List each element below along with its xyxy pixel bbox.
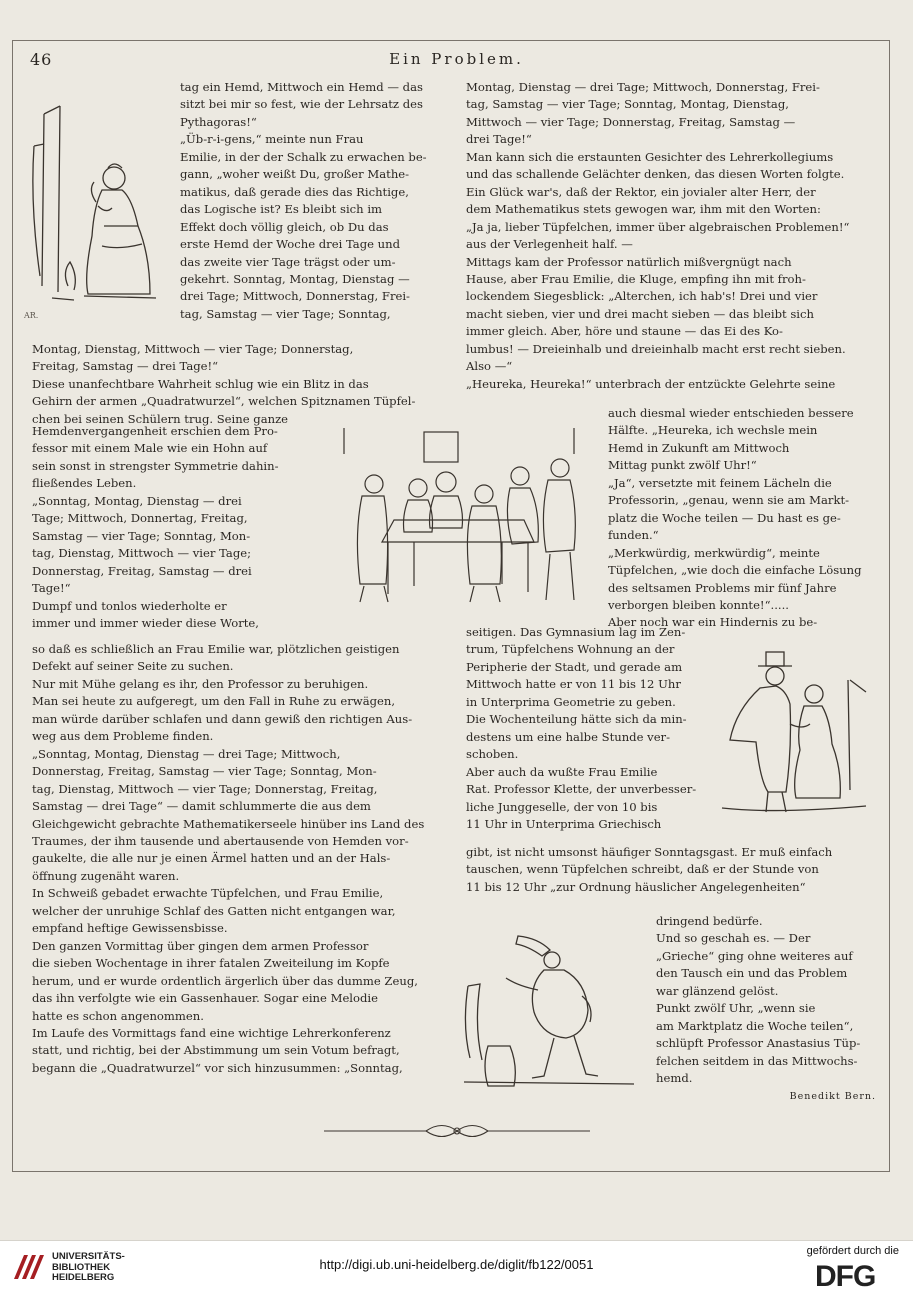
page-number: 46 — [30, 50, 53, 69]
text-block-right-narrow-1 — [608, 405, 876, 632]
couple-walking-illustration — [716, 640, 884, 820]
library-name-line: UNIVERSITÄTS- — [52, 1251, 125, 1262]
text-block-right-wide — [466, 844, 876, 896]
library-name-line: BIBLIOTHEK — [52, 1261, 111, 1273]
permalink-url[interactable]: http://digi.ub.uni-heidelberg.de/diglit/fb122/0051 — [319, 1257, 594, 1272]
text-block-left-upper — [180, 79, 444, 323]
paragraph: Montag, Dienstag — drei Tage; Mittwoch, Donnerstag, Frei- tag, Samstag — vier Tage; Sonntag, Montag, Dienstag, Mittwoch — vier Tage; Donnerstag, Freitag, Samstag — drei Tage!“ Man kann sich die erstaunten Gesichter des Lehrerkollegiums und das schallende Gelächter denken, das diesen Worten folgte. Ein Glück war's, daß der Rektor, ein jovialer alter Herr, der dem Mathematikus stets gewogen war, ihm mit den Worten: „Ja ja, lieber Tüpfelchen, immer über algebraischen Problemen!“ aus der Verlegenheit half. — Mittags kam der Professor natürlich mißvergnügt nach Hause, aber Frau Emilie, die Kluge, empfing ihn mit froh- lockendem Siegesblick: „Alterchen, ich hab's! Drei und vier macht sieben, vier und drei macht sieben — das bleibt sich immer gleich. Aber, höre und staune — das Ei des Ko- lumbus! — Dreieinhalb und dreieinhalb macht erst recht sieben. Also —“ „Heureka, Heureka!“ unterbrach der entzückte Gelehrte seine — [466, 80, 850, 391]
end-ornament — [322, 1120, 592, 1142]
woman-at-door-illustration — [22, 86, 176, 326]
text-block-right-upper — [466, 79, 876, 393]
dfg-logo-text: DFG — [815, 1260, 876, 1289]
professor-with-shirt-illustration — [458, 926, 642, 1092]
paragraph: gibt, ist nicht umsonst häufiger Sonntagsgast. Er muß einfach tauschen, wenn Tüpfelchen schreibt, daß er der Stunde von 11 bis 12 Uhr „zur Ordnung häuslicher Angelegenheiten“ — [466, 845, 833, 894]
text-block-right-narrow-2 — [466, 624, 700, 833]
paragraph: Montag, Dienstag, Mittwoch — vier Tage; Donnerstag, Freitag, Samstag — drei Tage!“ Diese unanfechtbare Wahrheit schlug wie ein Blitz in das Gehirn der armen „Quadratwurzel“, welchen Spitznamen Tüpfel- chen bei seinen Schülern trug. Seine ganze — [32, 342, 416, 426]
viewer-footer — [0, 1240, 913, 1294]
running-title: Ein Problem. — [389, 50, 524, 68]
text-block-right-narrow-3 — [656, 913, 876, 1105]
paragraph: auch diesmal wieder entschieden bessere Hälfte. „Heureka, ich wechsle mein Hemd in Zukunft am Mittwoch Mittag punkt zwölf Uhr!“ „Ja“, versetzte mit feinem Lächeln die Professorin, „genau, wenn sie am Markt- platz die Woche teilen — Du hast es ge- funden.“ „Merkwürdig, merkwürdig“, meinte Tüpfelchen, „wie doch die einfache Lösung des seltsamen Problems mir fünf Jahre verborgen bleiben konnte!“..... Aber noch war ein Hindernis zu be- — [608, 406, 862, 630]
author-signature: Benedikt Bern. — [789, 1090, 876, 1102]
text-block-left-wide-2 — [32, 641, 444, 1077]
teachers-conference-illustration — [324, 424, 598, 608]
library-name-line: HEIDELBERG — [52, 1272, 115, 1283]
paragraph: tag ein Hemd, Mittwoch ein Hemd — das sitzt bei mir so fest, wie der Lehrsatz des Pythagoras!“ „Üb-r-i-gens,“ meinte nun Frau Emilie, in der der Schalk zu erwachen be- gann, „woher weißt Du, großer Mathe- matikus, daß gerade dies das Richtige, das Logische ist? Es bleibt sich im Effekt doch völlig gleich, ob Du das erste Hemd der Woche drei Tage und das zweite vier Tage trägst oder um- gekehrt. Sonntag, Montag, Dienstag — drei Tage; Mittwoch, Donnerstag, Frei- tag, Samstag — vier Tage; Sonntag, — [180, 80, 427, 321]
paragraph: Hemdenvergangenheit erschien dem Pro- fessor mit einem Male wie ein Hohn auf sein sonst in strengster Symmetrie dahin- fließendes Leben. „Sonntag, Montag, Dienstag — drei Tage; Mittwoch, Donnertag, Freitag, Samstag — vier Tage; Sonntag, Mon- tag, Dienstag, Mittwoch — vier Tage; Donnerstag, Freitag, Samstag — drei Tage!“ Dumpf und tonlos wiederholte er immer und immer wieder diese Worte, — [32, 424, 279, 630]
text-block-left-narrow — [32, 423, 298, 632]
artist-signature: AR. — [24, 311, 39, 320]
dfg-logo-icon — [815, 1259, 899, 1289]
text-block-left-wide-1 — [32, 341, 444, 428]
funder-text: gefördert durch die — [806, 1245, 899, 1257]
paragraph: so daß es schließlich an Frau Emilie war, plötzlichen geistigen Defekt auf seiner Seite zu suchen. Nur mit Mühe gelang es ihr, den Professor zu beruhigen. Man sei heute zu aufgeregt, um den Fall in Ruhe zu erwägen, man würde darüber schlafen und dann gewiß den richtigen Aus- weg aus dem Probleme finden. „Sonntag, Montag, Dienstag — drei Tage; Mittwoch, Donnerstag, Freitag, Samstag — vier Tage; Sonntag, Mon- tag, Dienstag, Mittwoch — vier Tage; Donnerstag, Freitag, Samstag — drei Tage“ — damit schlummerte die aus dem Gleichgewicht gebrachte Mathematikerseele hinüber ins Land des Traumes, der ihm tausende und abertausende von Hemden vor- gaukelte, die alle nur je einen Ärmel hatten und an der Hals- öffnung zugenäht waren. In Schweiß gebadet erwachte Tüpfelchen, und Frau Emilie, welcher der unruhige Schlaf des Gatten nicht entgangen war, empfand heftige Gewissensbisse. Den ganzen Vormittag über gingen dem armen Professor die sieben Wochentage in ihrer fatalen Zweiteilung im Kopfe herum, und er wurde ordentlich ärgerlich über das dumme Zeug, das ihn verfolgte wie ein Gassenhauer. Sogar eine Melodie hatte es schon angenommen. Im Laufe des Vormittags fand eine wichtige Lehrerkonferenz statt, und richtig, bei der Abstimmung um sein Votum befragt, begann die „Quadratwurzel“ vor sich hinzusummen: „Sonntag, — [32, 642, 425, 1075]
paragraph: dringend bedürfe. Und so geschah es. — Der „Grieche“ ging ohne weiteres auf den Tausch ein und das Problem war glänzend gelöst. Punkt zwölf Uhr, „wenn sie am Marktplatz die Woche teilen“, schlüpft Professor Anastasius Tüp- felchen seitdem in das Mittwochs- hemd. — [656, 914, 861, 1086]
paragraph: seitigen. Das Gymnasium lag im Zen- trum, Tüpfelchens Wohnung an der Peripherie der Stadt, und gerade am Mittwoch hatte er von 11 bis 12 Uhr in Unterprima Geometrie zu geben. Die Wochenteilung hätte sich da min- destens um eine halbe Stunde ver- schoben. Aber auch da wußte Frau Emilie Rat. Professor Klette, der unverbesser- liche Junggeselle, der von 10 bis 11 Uhr in Unterprima Griechisch — [466, 625, 697, 831]
